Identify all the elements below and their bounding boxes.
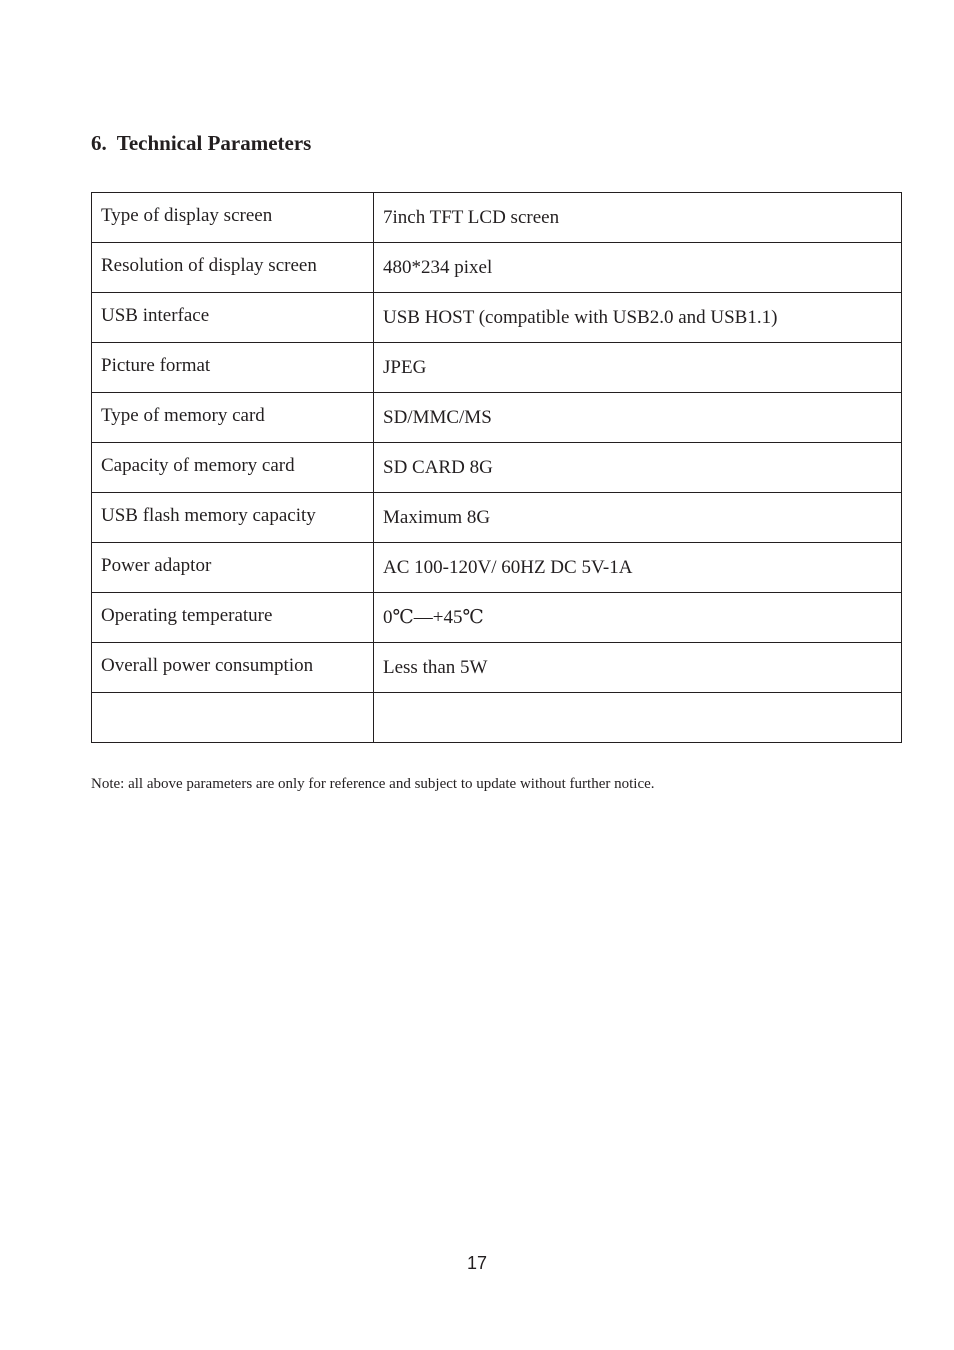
section-heading: [91, 128, 311, 158]
section-title: Technical Parameters: [116, 131, 312, 155]
parameter-value: JPEG: [383, 357, 427, 378]
parameter-name: USB flash memory capacity: [101, 505, 316, 526]
parameter-name-cell: [92, 443, 374, 493]
parameter-value: 0℃—+45℃: [383, 607, 484, 628]
parameter-value-cell: [374, 593, 902, 643]
parameter-value: 7inch TFT LCD screen: [383, 207, 560, 228]
parameter-value: [374, 693, 901, 706]
parameter-name-cell: [92, 493, 374, 543]
parameter-value: AC 100-120V/ 60HZ DC 5V-1A: [383, 557, 633, 578]
section-number: 6.: [91, 131, 107, 155]
parameter-value-cell: [374, 243, 902, 293]
parameter-name-cell: [92, 293, 374, 343]
footnote: Note: all above parameters are only for reference and subject to update without further notice.: [91, 776, 655, 792]
parameter-name-cell: [92, 393, 374, 443]
parameter-name-cell: [92, 543, 374, 593]
parameter-value-cell: [374, 293, 902, 343]
parameter-name-cell: [92, 593, 374, 643]
parameter-name: Picture format: [101, 355, 211, 376]
table-row: [92, 593, 902, 643]
parameter-name-cell: [92, 193, 374, 243]
page-number: 17: [466, 1253, 488, 1273]
table-row: [92, 493, 902, 543]
parameter-name-cell: [92, 343, 374, 393]
table-row: [92, 393, 902, 443]
parameter-value-cell: [374, 343, 902, 393]
parameter-value-cell: [374, 393, 902, 443]
parameter-value: SD/MMC/MS: [383, 407, 492, 428]
table-row: [92, 443, 902, 493]
parameter-value-cell: [374, 443, 902, 493]
table-row: [92, 643, 902, 693]
parameter-value: 480*234 pixel: [383, 257, 493, 278]
parameter-value-cell: [374, 643, 902, 693]
table-row: [92, 343, 902, 393]
parameter-value-cell: [374, 193, 902, 243]
parameter-name: Capacity of memory card: [101, 455, 295, 476]
parameter-value-cell: [374, 493, 902, 543]
parameter-name-cell: [92, 693, 374, 743]
table-row: [92, 243, 902, 293]
technical-parameters-table: [91, 192, 902, 743]
parameter-name: Type of display screen: [101, 205, 273, 226]
table-row: [92, 543, 902, 593]
parameter-name: USB interface: [101, 305, 210, 326]
parameter-name: Power adaptor: [101, 555, 212, 576]
parameter-name-cell: [92, 243, 374, 293]
parameter-value: Maximum 8G: [383, 507, 491, 528]
parameter-name: Type of memory card: [101, 405, 265, 426]
table-row: [92, 193, 902, 243]
parameter-name: Overall power consumption: [101, 655, 314, 676]
table-row: [92, 293, 902, 343]
parameter-value-cell: [374, 693, 902, 743]
parameter-value: Less than 5W: [383, 657, 488, 678]
parameter-value: SD CARD 8G: [383, 457, 493, 478]
parameter-name: Operating temperature: [101, 605, 273, 626]
parameter-name: Resolution of display screen: [101, 255, 317, 276]
parameter-value-cell: [374, 543, 902, 593]
table-row-empty: [92, 693, 902, 743]
parameter-name: [92, 693, 373, 704]
parameter-value: USB HOST (compatible with USB2.0 and USB1.1): [383, 307, 778, 328]
parameter-name-cell: [92, 643, 374, 693]
